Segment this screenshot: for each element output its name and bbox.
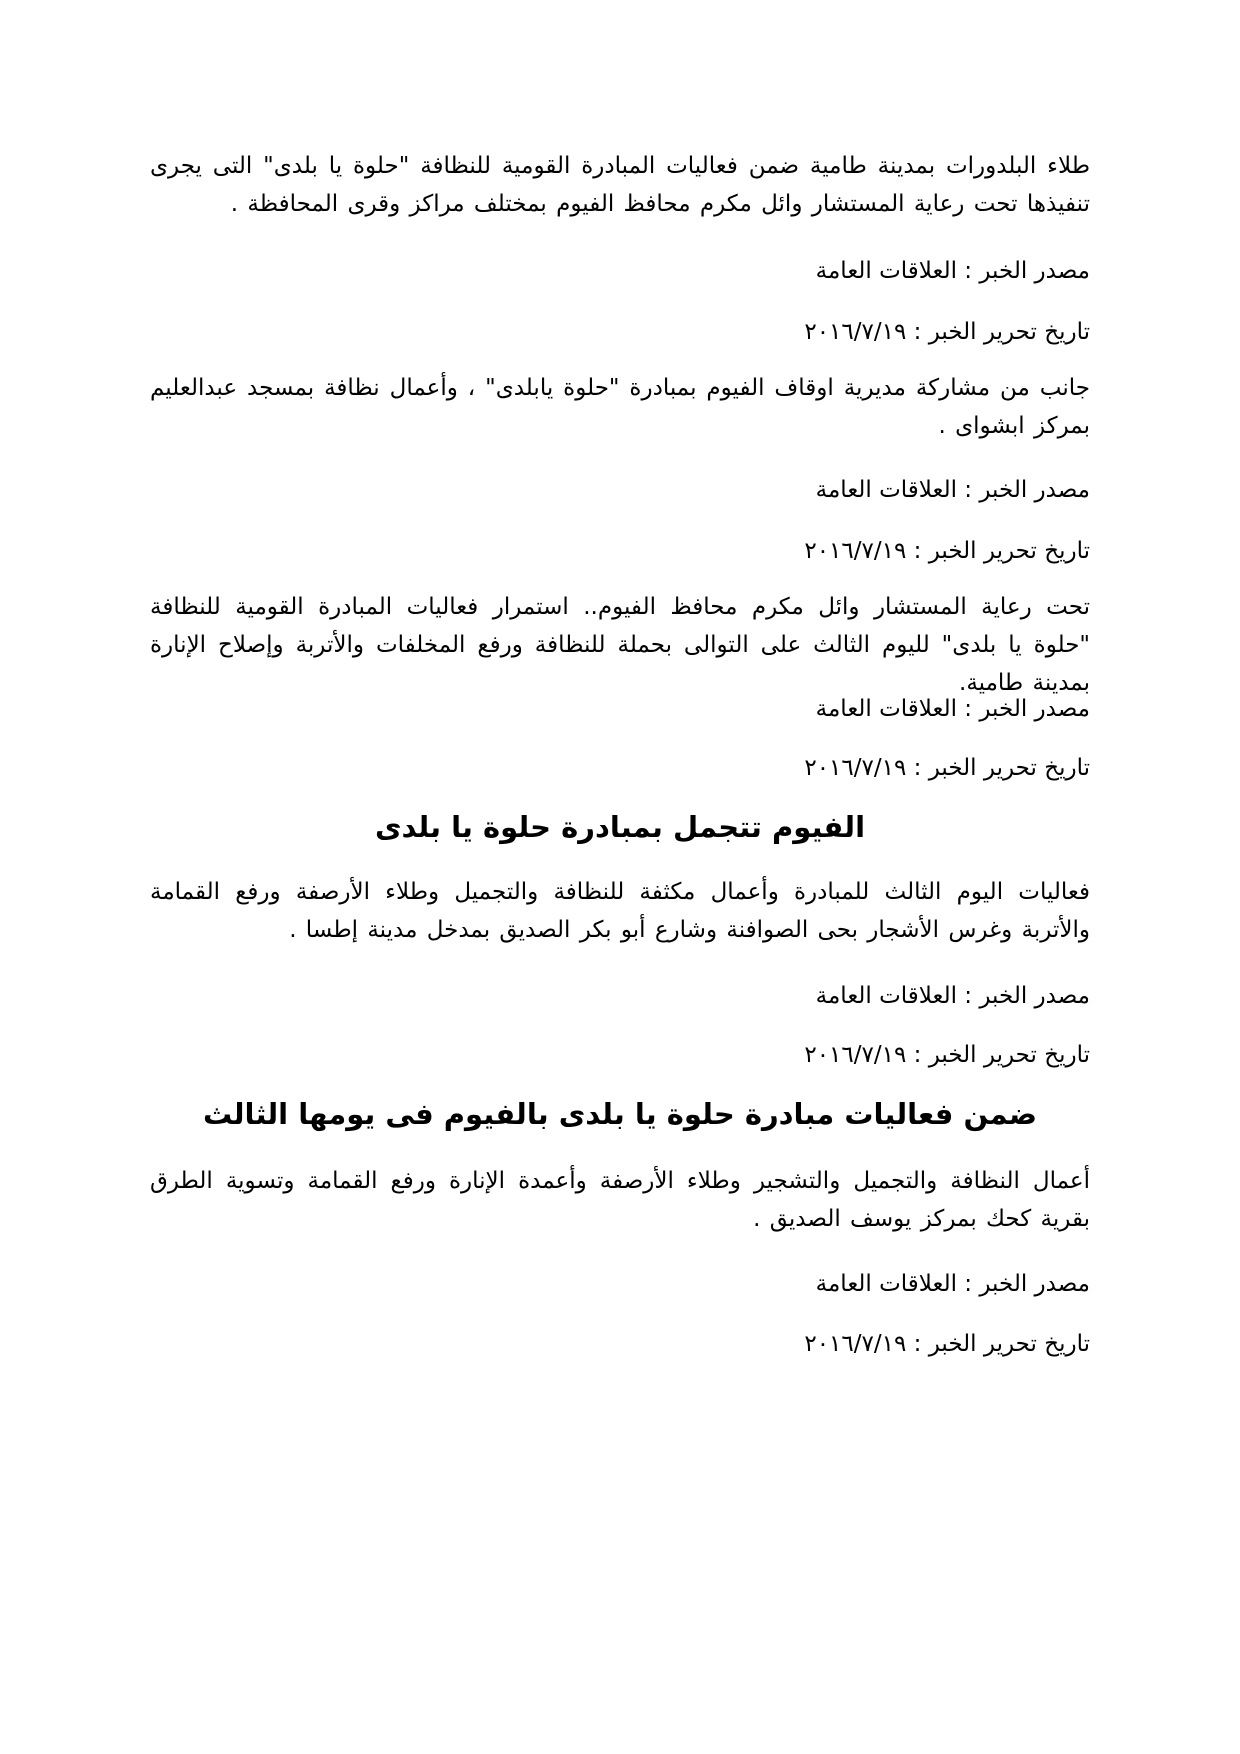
news-source: مصدر الخبر : العلاقات العامة (815, 258, 1090, 284)
news-date: تاريخ تحرير الخبر : ٢٠١٦/٧/١٩ (804, 755, 1090, 781)
news-paragraph: جانب من مشاركة مديرية اوقاف الفيوم بمبادرة "حلوة يابلدى" ، وأعمال نظافة بمسجد عبدالعليم بمركز ابشواى . (150, 375, 1090, 439)
news-source: مصدر الخبر : العلاقات العامة (815, 983, 1090, 1009)
news-heading: الفيوم تتجمل بمبادرة حلوة يا بلدى (374, 810, 866, 844)
news-paragraph: فعاليات اليوم الثالث للمبادرة وأعمال مكثفة للنظافة والتجميل وطلاء الأرصفة ورفع القمامة والأتربة وغرس الأشجار بحى الصوافنة وشارع أبو بكر الصديق بمدخل مدينة إطسا . (150, 879, 1090, 943)
news-heading: ضمن فعاليات مبادرة حلوة يا بلدى بالفيوم فى يومها الثالث (202, 1097, 1038, 1131)
news-paragraph: تحت رعاية المستشار وائل مكرم محافظ الفيوم.. استمرار فعاليات المبادرة القومية للنظافة "حلوة يا بلدى" لليوم الثالث على التوالى بحملة للنظافة ورفع المخلفات والأتربة وإصلاح الإنارة بمدينة طامية. (150, 594, 1090, 696)
news-date: تاريخ تحرير الخبر : ٢٠١٦/٧/١٩ (804, 319, 1090, 345)
news-paragraph: أعمال النظافة والتجميل والتشجير وطلاء الأرصفة وأعمدة الإنارة ورفع القمامة وتسوية الطرق بقرية كحك بمركز يوسف الصديق . (150, 1168, 1090, 1232)
news-paragraph: طلاء البلدورات بمدينة طامية ضمن فعاليات المبادرة القومية للنظافة "حلوة يا بلدى" التى يجرى تنفيذها تحت رعاية المستشار وائل مكرم محافظ الفيوم بمختلف مراكز وقرى المحافظة . (150, 153, 1090, 217)
news-date: تاريخ تحرير الخبر : ٢٠١٦/٧/١٩ (804, 1042, 1090, 1068)
news-source: مصدر الخبر : العلاقات العامة (815, 477, 1090, 503)
news-source: مصدر الخبر : العلاقات العامة (815, 1271, 1090, 1297)
news-date: تاريخ تحرير الخبر : ٢٠١٦/٧/١٩ (804, 1331, 1090, 1357)
news-source: مصدر الخبر : العلاقات العامة (815, 696, 1090, 722)
news-date: تاريخ تحرير الخبر : ٢٠١٦/٧/١٩ (804, 538, 1090, 564)
document-page (150, 0, 1090, 1754)
